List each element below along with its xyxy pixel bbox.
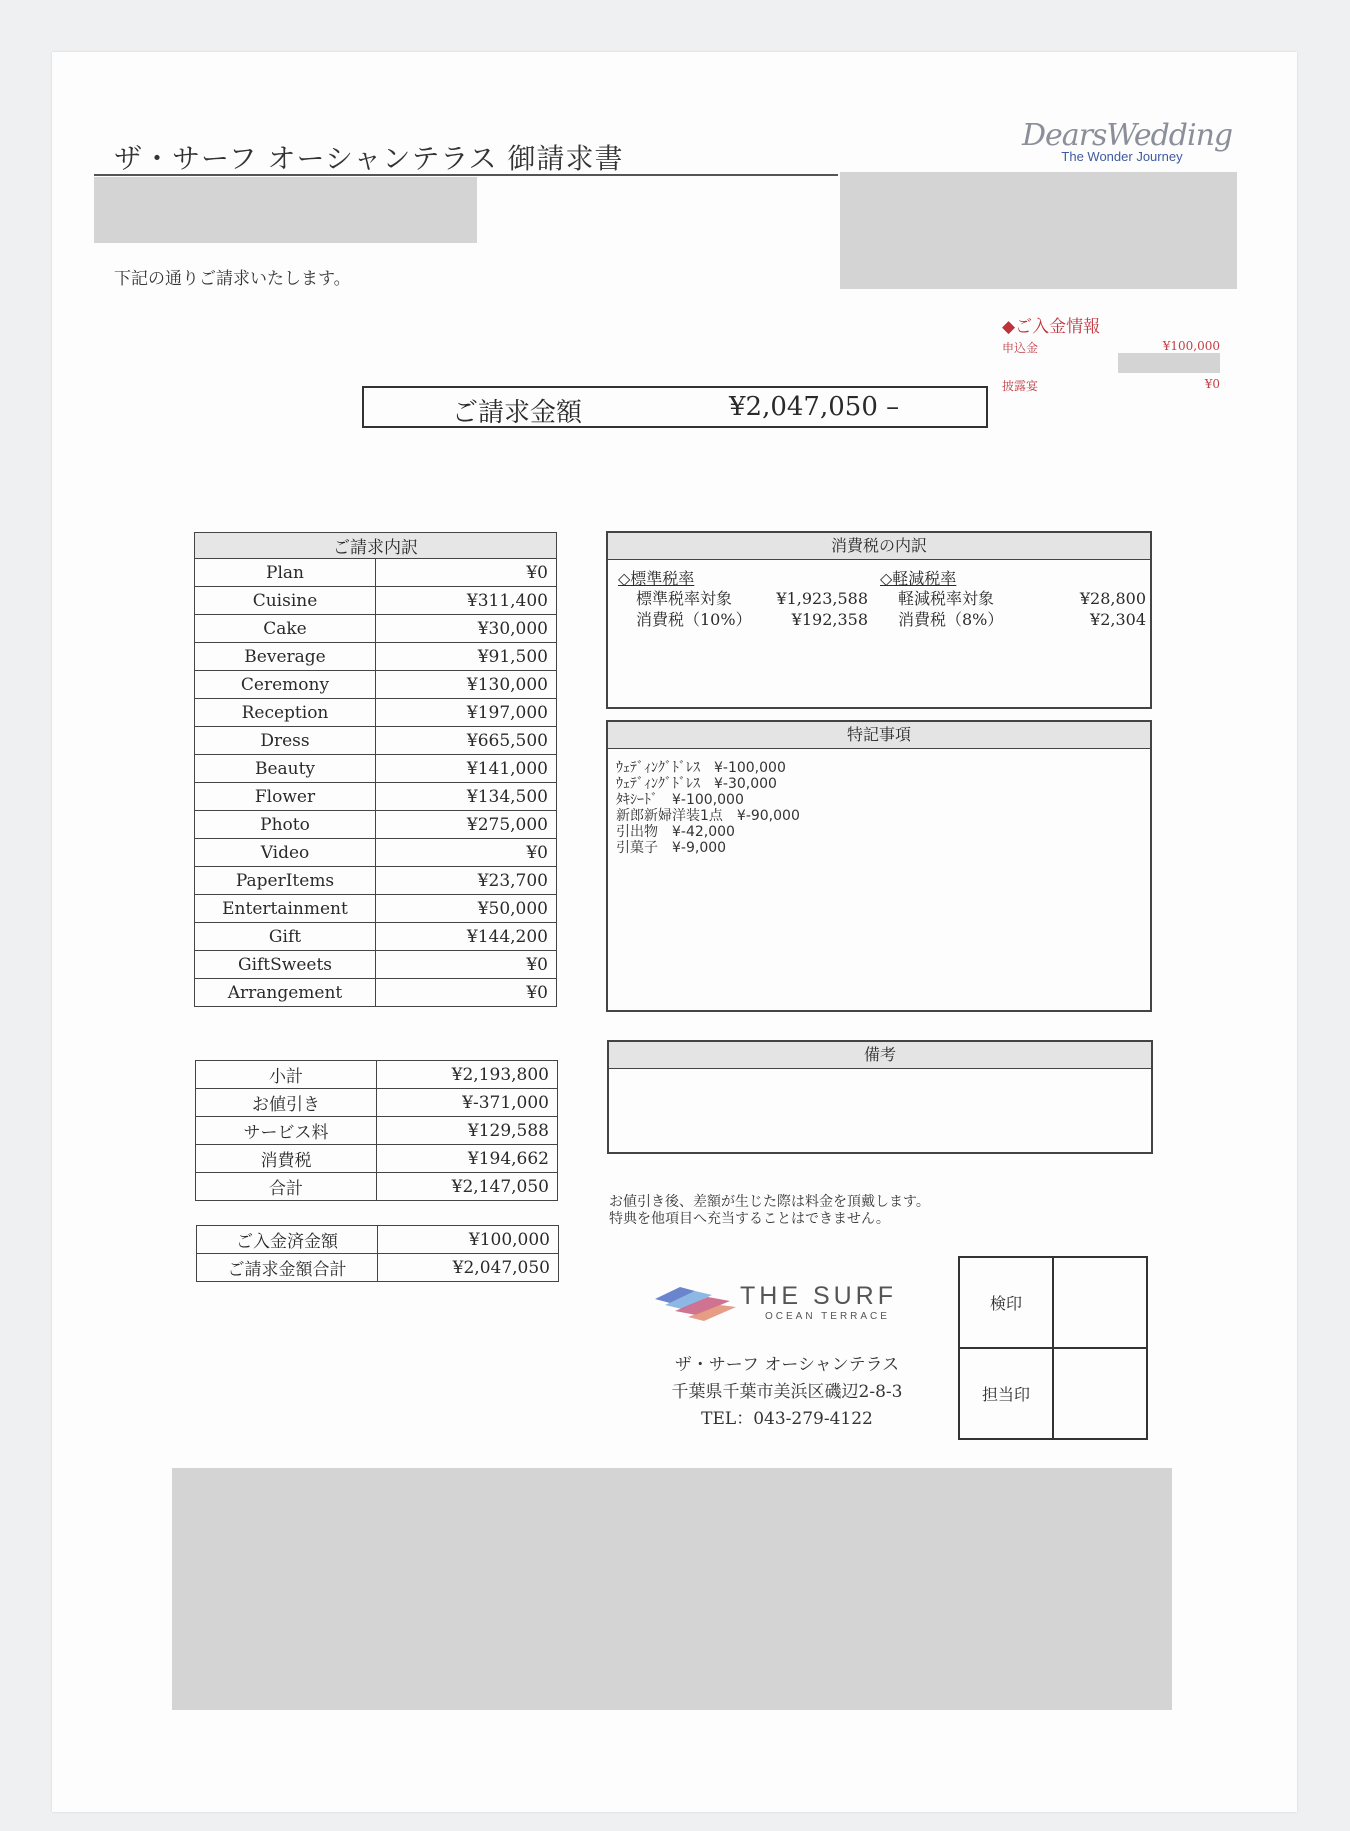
special-note-line: ｳｪﾃﾞｨﾝｸﾞﾄﾞﾚｽ ¥-100,000: [616, 760, 786, 776]
table-row: [195, 867, 557, 895]
row-label: Gift: [195, 923, 376, 951]
intro-text: 下記の通りご請求いたします。: [114, 269, 351, 289]
row-value: ¥194,662: [377, 1145, 558, 1173]
special-note-line: ﾀｷｼｰﾄﾞ ¥-100,000: [616, 792, 744, 808]
row-label: Beverage: [195, 643, 376, 671]
row-label: お値引き: [196, 1089, 377, 1117]
row-label: 合計: [196, 1173, 377, 1201]
invoice-page: [52, 52, 1297, 1812]
row-value: ¥311,400: [376, 587, 557, 615]
row-label: Dress: [195, 727, 376, 755]
row-label: PaperItems: [195, 867, 376, 895]
row-value: ¥0: [376, 559, 557, 587]
standard-tax-label: 消費税（10%）: [636, 610, 752, 629]
table-row: [195, 699, 557, 727]
payment-info-heading: ◆ご入金情報: [1002, 317, 1101, 337]
special-note-line: ｳｪﾃﾞｨﾝｸﾞﾄﾞﾚｽ ¥-30,000: [616, 776, 777, 792]
row-label: Ceremony: [195, 671, 376, 699]
remarks-box: [607, 1040, 1153, 1154]
table-row: [195, 895, 557, 923]
row-value: ¥275,000: [376, 811, 557, 839]
reduced-rate-title: ◇軽減税率: [880, 569, 957, 588]
row-value: ¥2,047,050: [378, 1254, 559, 1282]
table-row: [196, 1117, 558, 1145]
row-label: ご入金済金額: [197, 1226, 378, 1254]
table-row: [195, 587, 557, 615]
table-row: [197, 1254, 559, 1282]
summary-table: [195, 1060, 558, 1201]
special-note-line: 引出物 ¥-42,000: [616, 824, 735, 840]
row-label: ご請求金額合計: [197, 1254, 378, 1282]
row-label: Reception: [195, 699, 376, 727]
row-value: ¥197,000: [376, 699, 557, 727]
footnote-line-2: 特典を他項目へ充当することはできません。: [609, 1211, 890, 1227]
table-row: [195, 755, 557, 783]
special-notes-list: [616, 760, 800, 856]
row-value: ¥144,200: [376, 923, 557, 951]
row-label: Cuisine: [195, 587, 376, 615]
table-row: [195, 615, 557, 643]
stamp-table: [958, 1256, 1148, 1440]
dears-wedding-logo: [1022, 118, 1233, 164]
row-value: ¥665,500: [376, 727, 557, 755]
table-row: [195, 839, 557, 867]
table-row: [197, 1226, 559, 1254]
table-row: [195, 783, 557, 811]
payment-value-reception: ¥0: [1204, 377, 1220, 391]
row-value: ¥0: [376, 951, 557, 979]
table-row: [195, 811, 557, 839]
row-value: ¥0: [376, 839, 557, 867]
total-value: ¥2,047,050 –: [729, 392, 900, 422]
row-label: Plan: [195, 559, 376, 587]
logo-main-text: THE SURF: [740, 1282, 897, 1310]
final-table: [196, 1225, 559, 1282]
inspection-stamp-cell: [1053, 1257, 1147, 1348]
total-label: ご請求金額: [452, 398, 583, 428]
redacted-payment: [1118, 353, 1220, 373]
venue-address-block: [657, 1352, 917, 1433]
breakdown-heading: ご請求内訳: [195, 533, 557, 559]
inspection-stamp-label: 検印: [959, 1257, 1053, 1348]
venue-tel: TEL：043-279-4122: [701, 1409, 873, 1429]
table-row: [195, 951, 557, 979]
logo-sub-text: OCEAN TERRACE: [765, 1311, 890, 1322]
row-label: Arrangement: [195, 979, 376, 1007]
row-value: ¥130,000: [376, 671, 557, 699]
standard-tax-value: ¥192,358: [791, 610, 868, 629]
table-row: [195, 643, 557, 671]
row-value: ¥91,500: [376, 643, 557, 671]
venue-address: 千葉県千葉市美浜区磯辺2-8-3: [671, 1382, 903, 1402]
row-value: ¥141,000: [376, 755, 557, 783]
table-row: [196, 1089, 558, 1117]
logo-script-text: DearsWedding: [1022, 118, 1233, 153]
row-label: Photo: [195, 811, 376, 839]
reduced-target-label: 軽減税率対象: [898, 589, 995, 608]
row-value: ¥100,000: [378, 1226, 559, 1254]
staff-stamp-cell: [1053, 1348, 1147, 1439]
the-surf-logo-mark: [650, 1277, 740, 1327]
redacted-recipient: [94, 177, 477, 243]
row-value: ¥0: [376, 979, 557, 1007]
reduced-tax-value: ¥2,304: [1090, 610, 1146, 629]
table-row: [195, 559, 557, 587]
venue-name: ザ・サーフ オーシャンテラス: [674, 1355, 900, 1375]
tax-heading: 消費税の内訳: [608, 533, 1150, 560]
the-surf-logo-text: [740, 1282, 897, 1322]
table-row: [195, 671, 557, 699]
invoice-title: ザ・サーフ オーシャンテラス 御請求書: [114, 142, 624, 175]
row-label: Flower: [195, 783, 376, 811]
table-row: [196, 1145, 558, 1173]
payment-label-deposit: 申込金: [1002, 341, 1039, 355]
tax-breakdown-box: [606, 531, 1152, 709]
footnote: [609, 1194, 930, 1228]
row-label: Beauty: [195, 755, 376, 783]
row-label: Entertainment: [195, 895, 376, 923]
special-note-line: 引菓子 ¥-9,000: [616, 840, 727, 856]
redacted-bottom-area: [172, 1468, 1172, 1710]
row-value: ¥23,700: [376, 867, 557, 895]
table-row: [195, 979, 557, 1007]
row-label: Video: [195, 839, 376, 867]
table-row: [196, 1173, 558, 1201]
row-value: ¥129,588: [377, 1117, 558, 1145]
row-value: ¥30,000: [376, 615, 557, 643]
reduced-tax-label: 消費税（8%）: [898, 610, 1004, 629]
title-underline: [94, 174, 838, 176]
special-heading: 特記事項: [608, 722, 1150, 749]
row-value: ¥50,000: [376, 895, 557, 923]
row-value: ¥2,193,800: [377, 1061, 558, 1089]
row-value: ¥-371,000: [377, 1089, 558, 1117]
remarks-heading: 備考: [609, 1042, 1151, 1069]
payment-label-reception: 披露宴: [1002, 379, 1039, 393]
standard-target-value: ¥1,923,588: [776, 589, 868, 608]
breakdown-table: [194, 532, 557, 1007]
row-value: ¥134,500: [376, 783, 557, 811]
redacted-issuer-info: [840, 172, 1237, 289]
table-row: [196, 1061, 558, 1089]
row-label: GiftSweets: [195, 951, 376, 979]
reduced-target-value: ¥28,800: [1079, 589, 1146, 608]
logo-subtitle: The Wonder Journey: [1061, 149, 1183, 164]
standard-rate-title: ◇標準税率: [618, 569, 695, 588]
table-row: [195, 923, 557, 951]
row-label: 消費税: [196, 1145, 377, 1173]
special-notes-box: [606, 720, 1152, 1012]
staff-stamp-label: 担当印: [959, 1348, 1053, 1439]
footnote-line-1: お値引き後、差額が生じた際は料金を頂戴します。: [609, 1194, 930, 1210]
row-label: サービス料: [196, 1117, 377, 1145]
row-label: 小計: [196, 1061, 377, 1089]
standard-target-label: 標準税率対象: [636, 589, 733, 608]
table-row: [195, 727, 557, 755]
row-label: Cake: [195, 615, 376, 643]
row-value: ¥2,147,050: [377, 1173, 558, 1201]
total-amount-box: [362, 386, 988, 428]
special-note-line: 新郎新婦洋装1点 ¥-90,000: [616, 808, 800, 824]
payment-value-deposit: ¥100,000: [1162, 339, 1220, 353]
